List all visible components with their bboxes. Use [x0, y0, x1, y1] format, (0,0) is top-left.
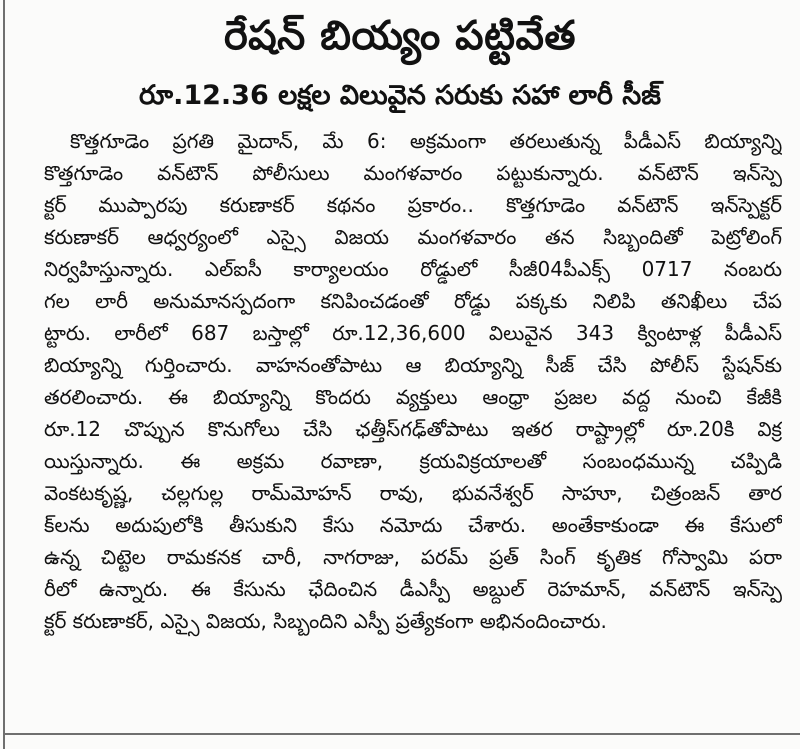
body-line-8: బియ్యాన్ని గుర్తించారు. వాహనంతోపాటు ఆ బియ్యాన్ని సీజ్ చేసి పోలీస్ స్టేషన్‌కు — [44, 353, 782, 377]
body-line-10: రూ.12 చొప్పున కొనుగోలు చేసి ఛత్తీస్‌గఢ్‌తోపాటు ఇతర రాష్ట్రాల్లో రూ.20కి విక్ర — [44, 417, 782, 441]
body-line-12: వెంకటకృష్ణ, చల్లగుల్ల రామ్‌మోహన్ రావు, భువనేశ్వర్ సాహూ, చిత్రంజన్ తార — [44, 481, 782, 505]
body-line-2: కొత్తగూడెం వన్‌టౌన్ పోలీసులు మంగళవారం పట్టుకున్నారు. వన్‌టౌన్ ఇన్‌స్పె — [44, 161, 782, 185]
body-line-13: క్‌లను అదుపులోకి తీసుకుని కేసు నమోదు చేశారు. అంతేకాకుండా ఈ కేసులో — [44, 513, 782, 537]
body-line-7: ట్టారు. లారీలో 687 బస్తాల్లో రూ.12,36,600 విలువైన 343 క్వింటాళ్ల పీడీఎస్ — [44, 321, 782, 345]
body-line-14: ఉన్న చిట్టెల రామకనక చారీ, నాగరాజు, పరమ్ ప్రత్ సింగ్ కృతిక గోస్వామి పరా — [44, 545, 782, 569]
subheadline: రూ.12.36 లక్షల విలువైన సరుకు సహా లారీ సీజ్ — [139, 80, 661, 111]
body-line-6: గల లారీ అనుమానస్పదంగా కనిపించడంతో రోడ్డు పక్కకు నిలిపి తనిఖీలు చేప — [44, 289, 782, 313]
body-line-3: క్టర్ ముప్పారపు కరుణాకర్ కథనం ప్రకారం.. కొత్తగూడెం వన్‌టౌన్ ఇన్‌స్పెక్టర్ — [44, 193, 782, 217]
body-line-4: కరుణాకర్ ఆధ్వర్యంలో ఎస్సై విజయ మంగళవారం తన సిబ్బందితో పెట్రోలింగ్ — [44, 225, 782, 249]
body-line-5: నిర్వహిస్తున్నారు. ఎల్ఐసీ కార్యాలయం రోడ్డులో సీజీ04పీఎక్స్ 0717 నంబరు — [44, 257, 782, 281]
body-line-9: తరలించారు. ఈ బియ్యాన్ని కొందరు వ్యక్తులు ఆంధ్రా ప్రజల వద్ద నుంచి కేజీకి — [44, 385, 782, 409]
body-line-11: యిస్తున్నారు. ఈ అక్రమ రవాణా, క్రయవిక్రయాలతో సంబంధమున్న చప్పిడి — [44, 449, 782, 473]
body-line-16: క్టర్ కరుణాకర్, ఎస్సై విజయ, సిబ్బందిని ఎస్పీ ప్రత్యేకంగా అభినందించారు. — [44, 609, 607, 633]
headline: రేషన్ బియ్యం పట్టివేత — [223, 13, 577, 59]
body-line-1: కొత్తగూడెం ప్రగతి మైదాన్, మే 6: అక్రమంగా తరలుతున్న పీడీఎస్ బియ్యాన్ని — [70, 129, 782, 153]
clipping-bottom-border — [3, 733, 800, 735]
article-body — [44, 125, 782, 637]
body-line-15: రీలో ఉన్నారు. ఈ కేసును ఛేదించిన డీఎస్పీ అబ్దుల్ రెహమాన్, వన్‌టౌన్ ఇన్‌స్పె — [44, 577, 782, 601]
